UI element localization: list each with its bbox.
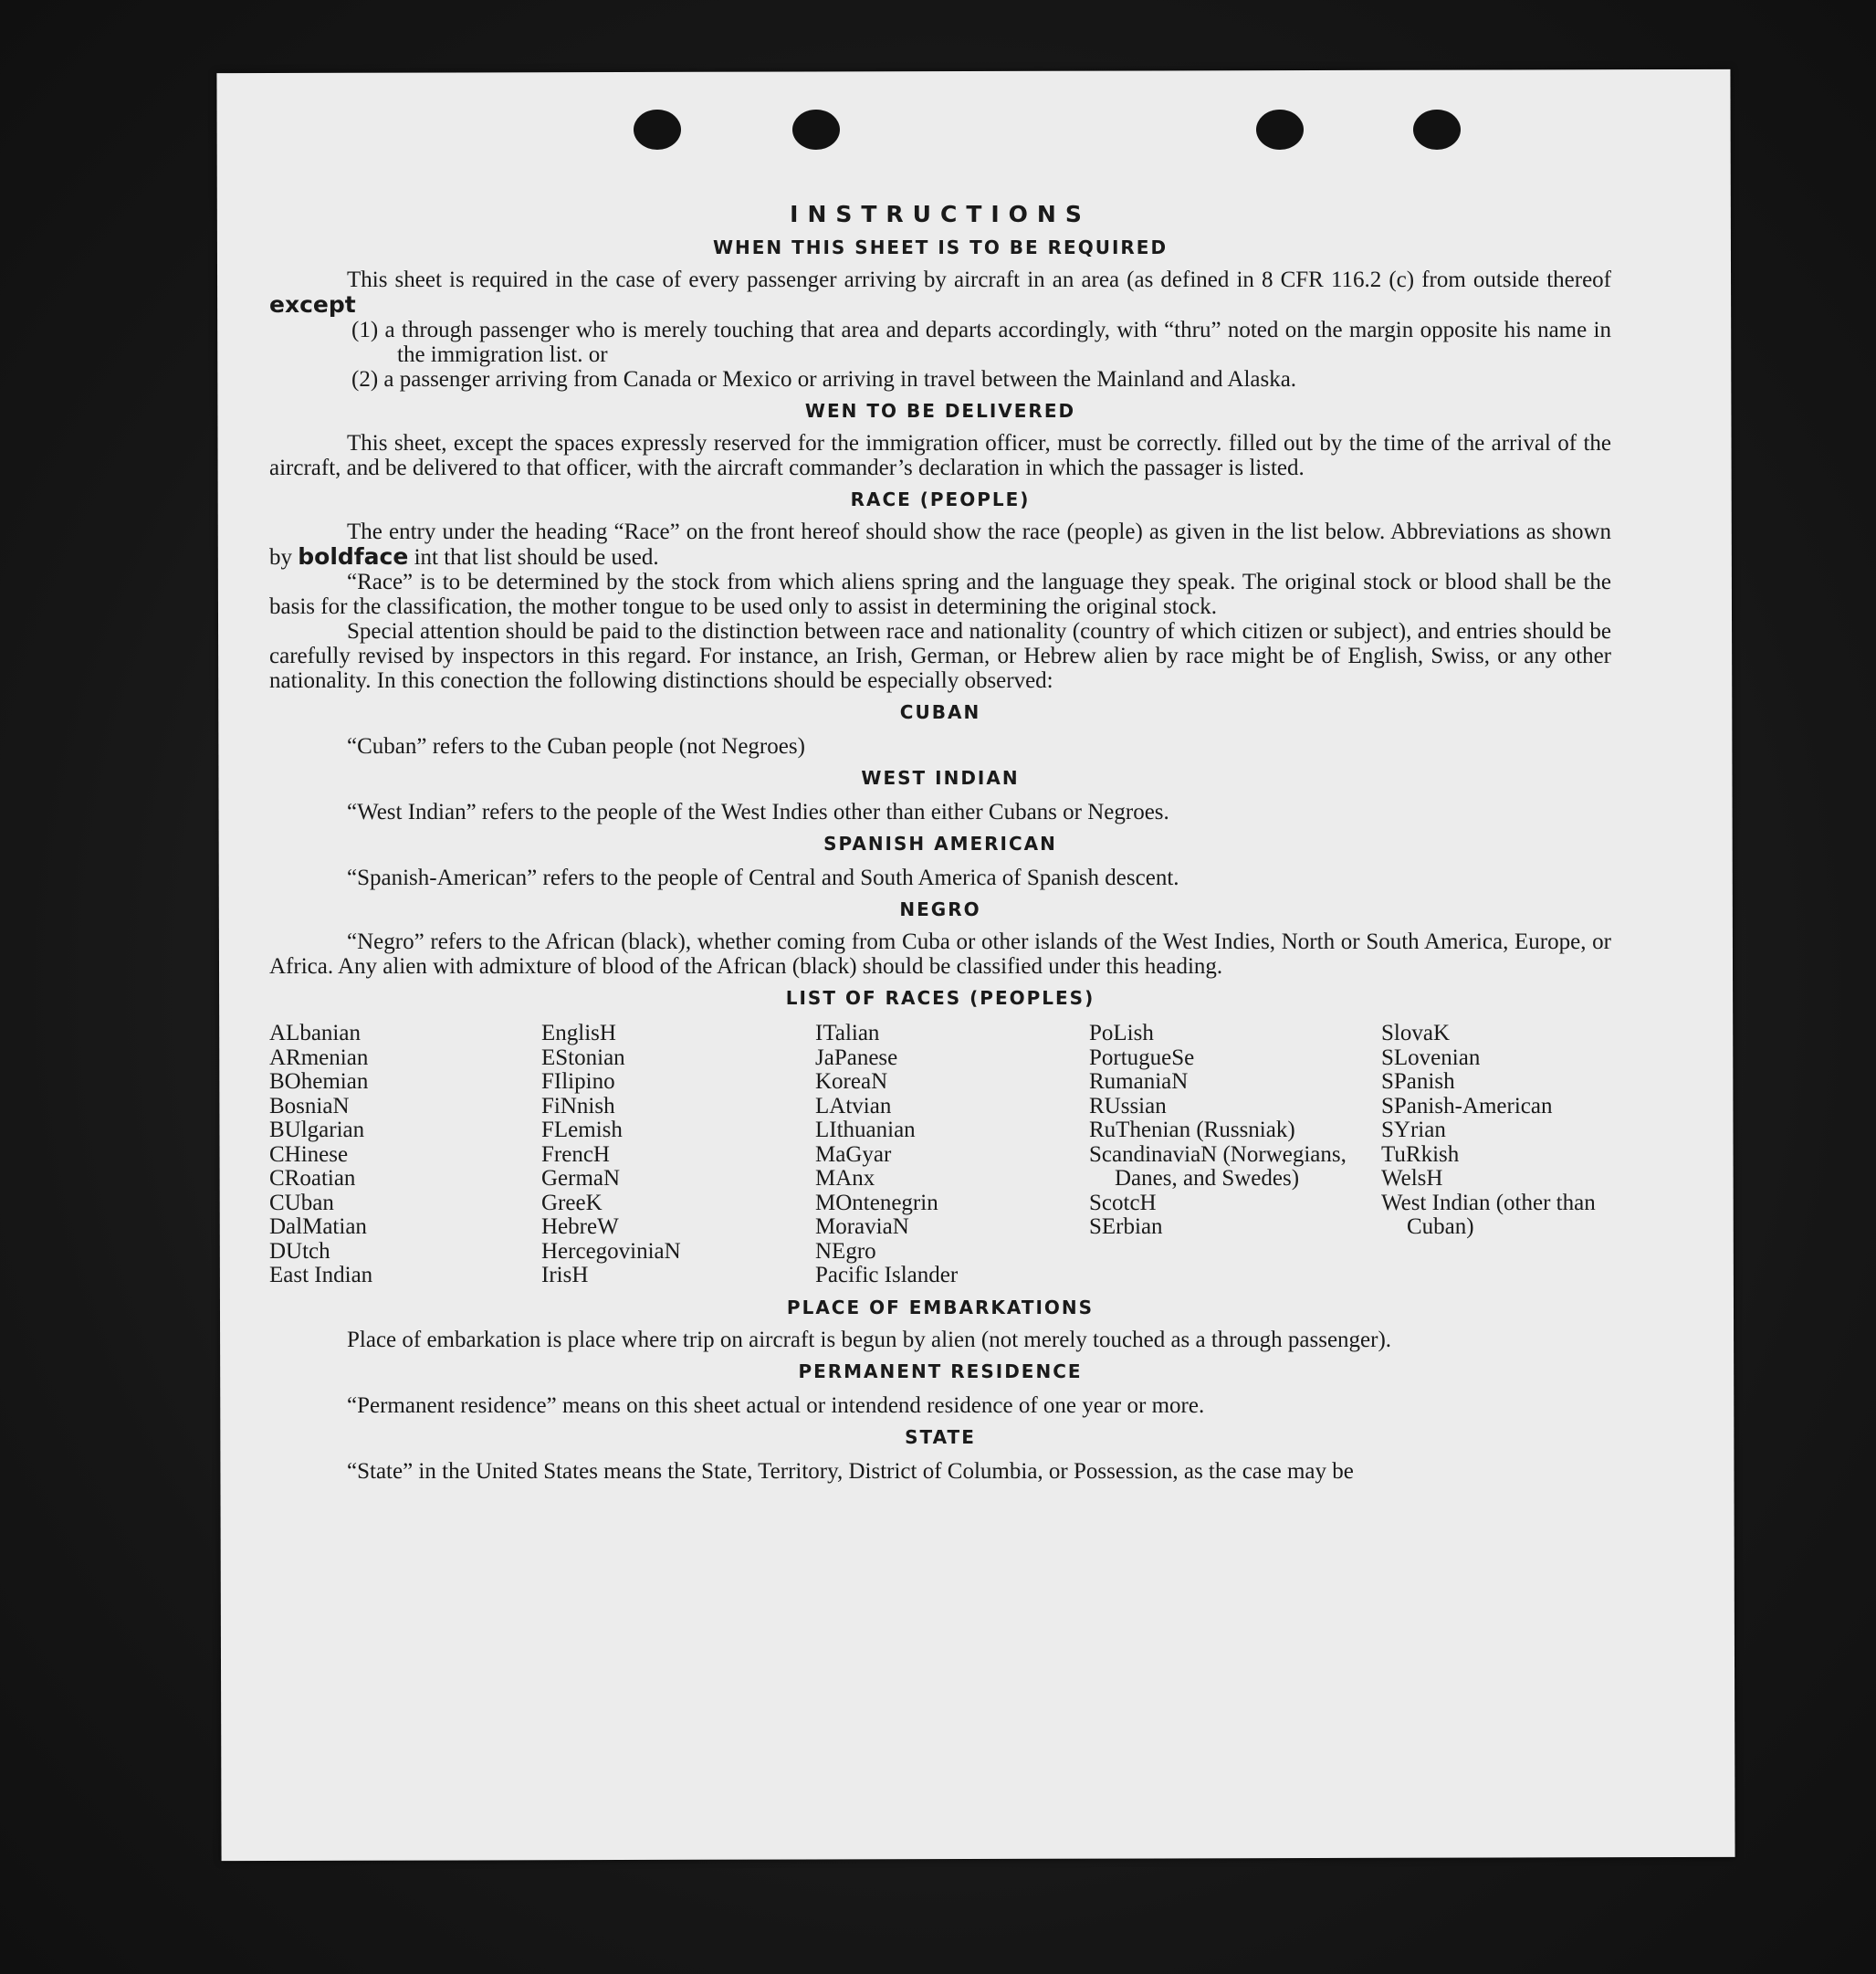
race-list-item: SLovenian <box>1381 1045 1481 1070</box>
heading-west-indian: WEST INDIAN <box>861 767 1020 789</box>
race-list-item: LIthuanian <box>815 1118 916 1142</box>
race-list-item: SYrian <box>1381 1118 1446 1142</box>
race-list-item: ITalian <box>815 1021 880 1045</box>
spanish-american-text: “Spanish-American” refers to the people of Central and South America of Spanish descent. <box>347 866 1179 890</box>
race-list-item: PoLish <box>1089 1021 1154 1045</box>
race-list-item: GreeK <box>541 1190 603 1215</box>
delivered-text: This sheet, except the spaces expressly reserved for the immigration officer, must be correctly. filled out by the time of the arrival of the aircraft, and be delivered to that officer, with the aircraft commander’s declaration in which the passager is listed. <box>269 431 1611 480</box>
race-list-item: FIlipino <box>541 1069 615 1094</box>
race-list-item: NEgro <box>815 1238 876 1264</box>
race-paragraph-3: Special attention should be paid to the distinction between race and nationality (country of which citizen or subject), and entries should be carefully revised by inspectors in this regard. For instance, an Irish, German, or Hebrew alien by race might be of English, Swiss, or any other nationality. In this conection the following distinctions should be especially observed: <box>269 619 1611 693</box>
heading-race: RACE (PEOPLE) <box>850 488 1031 510</box>
race-list-item: West Indian (other than Cuban) <box>1381 1190 1596 1239</box>
page-title: INSTRUCTIONS <box>790 201 1091 227</box>
boldface-word: boldface <box>298 543 409 570</box>
races-column-1 <box>269 1022 541 1288</box>
race-list-item: RuThenian (Russniak) <box>1089 1118 1295 1142</box>
race-list-item: KoreaN <box>815 1069 888 1094</box>
race-list-item: BUlgarian <box>269 1118 365 1142</box>
race-list-item: MoraviaN <box>815 1214 909 1239</box>
race-list-item: MaGyar <box>815 1141 892 1167</box>
negro-text: “Negro” refers to the African (black), whether coming from Cuba or other islands of the West Indies, North or South America, Europe, or Africa. Any alien with admixture of blood of the African (black) should be classified under this heading. <box>269 929 1611 979</box>
race-list-item: IrisH <box>541 1263 589 1287</box>
cuban-text: “Cuban” refers to the Cuban people (not Negroes) <box>347 734 805 759</box>
race-list-item: DUtch <box>269 1238 330 1264</box>
required-item-1: (1) a through passenger who is merely touching that area and departs accordingly, with “thru” noted on the margin opposite his name in the immigration list. or <box>351 318 1611 367</box>
race-list-item: SPanish-American <box>1381 1093 1553 1118</box>
race-list-item: BosniaN <box>269 1093 350 1118</box>
race-list-item: WelsH <box>1381 1166 1443 1191</box>
race-list-item: RumaniaN <box>1089 1069 1189 1094</box>
race-list-item: ARmenian <box>269 1045 369 1070</box>
heading-spanish-american: SPANISH AMERICAN <box>823 833 1057 855</box>
punch-hole <box>1413 110 1461 150</box>
race-list-item: ALbanian <box>269 1021 361 1045</box>
heading-delivered: WEN TO BE DELIVERED <box>804 400 1076 422</box>
race-list-item: JaPanese <box>815 1045 898 1070</box>
except-bold: except <box>269 291 356 318</box>
race-list-item: HercegoviniaN <box>541 1238 681 1264</box>
race-list-item: PortugueSe <box>1089 1045 1195 1070</box>
race-list-item: DalMatian <box>269 1214 367 1239</box>
heading-required: WHEN THIS SHEET IS TO BE REQUIRED <box>712 236 1169 258</box>
race-list-item: EStonian <box>541 1045 625 1070</box>
heading-list-of-races: LIST OF RACES (PEOPLES) <box>785 987 1095 1009</box>
race-list-item: GermaN <box>541 1166 621 1191</box>
race-list-item: CRoatian <box>269 1166 356 1191</box>
race-list-item: BOhemian <box>269 1069 369 1094</box>
heading-cuban: CUBAN <box>899 701 981 723</box>
race-list-item: FiNnish <box>541 1093 615 1118</box>
races-column-3 <box>815 1022 1089 1288</box>
embarkation-text: Place of embarkation is place where trip on aircraft is begun by alien (not merely touched as a through passenger). <box>347 1327 1392 1352</box>
punch-hole <box>634 110 681 150</box>
race-paragraph-1: The entry under the heading “Race” on the front hereof should show the race (people) as given in the list below. Abbreviations as shown by boldface int that list should be used. <box>269 520 1611 570</box>
races-column-2 <box>541 1022 815 1288</box>
west-indian-text: “West Indian” refers to the people of the West Indies other than either Cubans or Negroes. <box>347 800 1169 824</box>
race-list-item: LAtvian <box>815 1093 892 1118</box>
heading-residence: PERMANENT RESIDENCE <box>798 1360 1083 1382</box>
document-content <box>269 196 1611 1484</box>
race-list-item: EnglisH <box>541 1021 616 1045</box>
required-item-2: (2) a passenger arriving from Canada or Mexico or arriving in travel between the Mainland and Alaska. <box>351 367 1297 392</box>
race-list-item: MAnx <box>815 1166 875 1191</box>
required-intro: This sheet is required in the case of every passenger arriving by aircraft in an area (as defined in 8 CFR 116.2 (c) from outside thereof except <box>269 268 1611 318</box>
heading-embarkation: PLACE OF EMBARKATIONS <box>786 1296 1095 1318</box>
heading-negro: NEGRO <box>899 898 981 920</box>
race-list-item: TuRkish <box>1381 1141 1460 1167</box>
race-list-item: SPanish <box>1381 1069 1455 1094</box>
race-list-item: Pacific Islander <box>815 1263 959 1287</box>
race-list-item: SErbian <box>1089 1214 1163 1239</box>
punch-hole <box>1256 110 1304 150</box>
race-list-item: East Indian <box>269 1263 373 1287</box>
residence-text: “Permanent residence” means on this sheet actual or intendend residence of one year or more. <box>347 1392 1205 1418</box>
race-list-item: RUssian <box>1089 1093 1167 1118</box>
punch-hole <box>792 110 840 150</box>
race-list-item: MOntenegrin <box>815 1190 938 1215</box>
race-list-item: FrencH <box>541 1141 610 1167</box>
heading-state: STATE <box>905 1425 976 1448</box>
races-list <box>269 1022 1611 1288</box>
state-text: “State” in the United States means the State, Territory, District of Columbia, or Possession, as the case may be <box>347 1458 1354 1484</box>
race-list-item: FLemish <box>541 1118 623 1142</box>
race-paragraph-2: “Race” is to be determined by the stock from which aliens spring and the language they speak. The original stock or blood shall be the basis for the classification, the mother tongue to be used only to assist in determining the original stock. <box>269 570 1611 619</box>
race-list-item: ScotcH <box>1089 1190 1157 1215</box>
race-list-item: SlovaK <box>1381 1021 1450 1045</box>
race-list-item: ScandinaviaN (Norwegians, Danes, and Swedes) <box>1089 1141 1347 1191</box>
race-list-item: HebreW <box>541 1214 619 1239</box>
race-list-item: CHinese <box>269 1141 349 1167</box>
races-column-5 <box>1381 1022 1611 1288</box>
races-column-4 <box>1089 1022 1381 1288</box>
race-list-item: CUban <box>269 1190 334 1215</box>
